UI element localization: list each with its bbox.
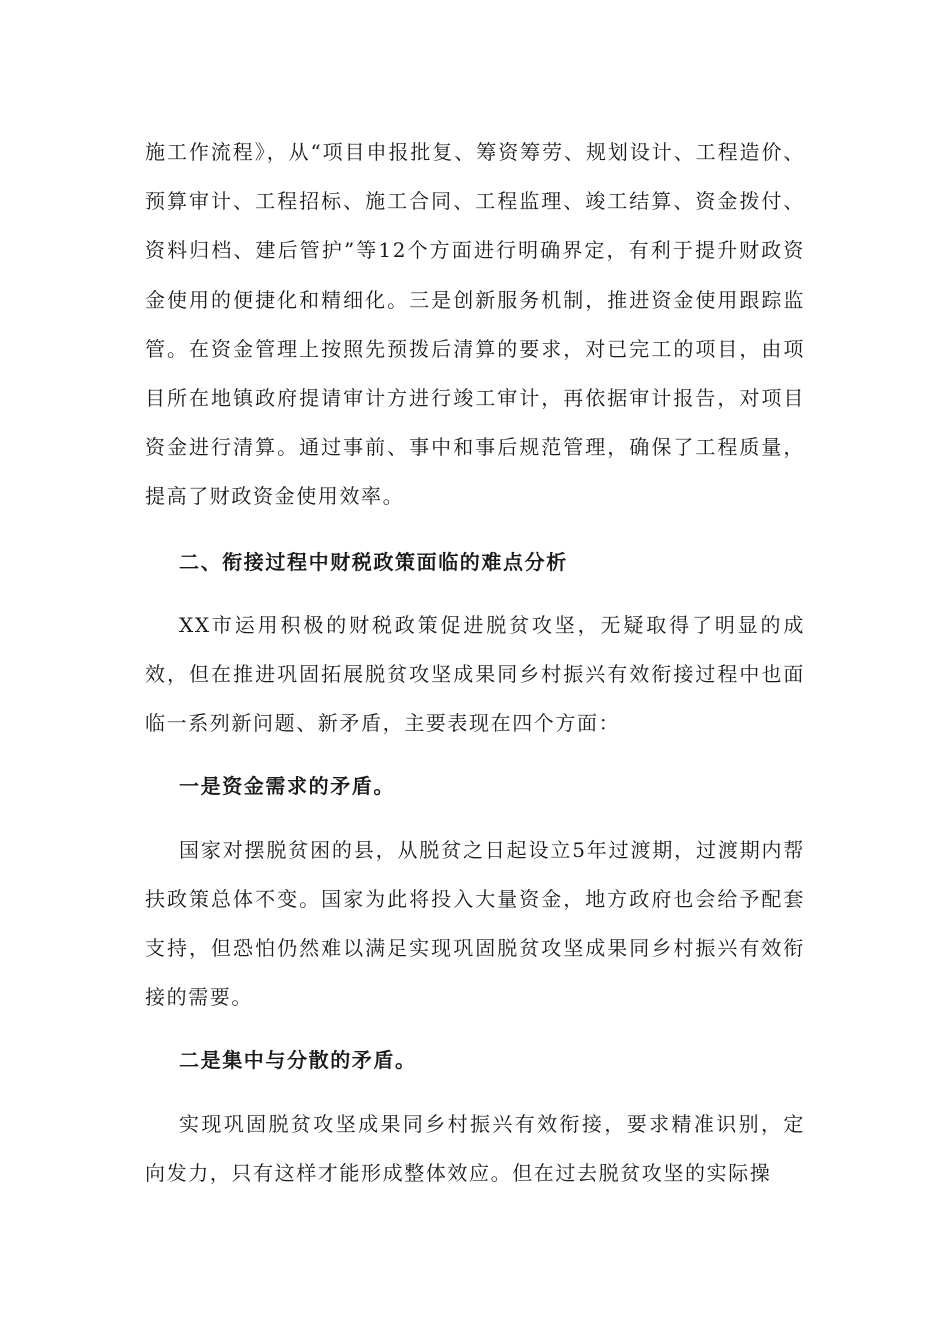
point1-paragraph: 国家对摆脱贫困的县，从脱贫之日起设立5年过渡期，过渡期内帮扶政策总体不变。国家为此将投入大量资金，地方政府也会给予配套支持，但恐怕仍然难以满足实现巩固脱贫攻坚成果同乡村振兴有效衔接的需要。 <box>145 837 805 1010</box>
document-body <box>145 128 805 1198</box>
section-intro-paragraph: XX市运用积极的财税政策促进脱贫攻坚，无疑取得了明显的成效，但在推进巩固拓展脱贫攻坚成果同乡村振兴有效衔接过程中也面临一系列新问题、新矛盾，主要表现在四个方面： <box>145 612 805 736</box>
point1-heading: 一是资金需求的矛盾。 <box>179 774 395 799</box>
paragraph-continued: 施工作流程》，从“项目申报批复、筹资筹劳、规划设计、工程造价、预算审计、工程招标、施工合同、工程监理、竣工结算、资金拨付、资料归档、建后管护”等12个方面进行明确界定，有利于提升财政资金使用的便捷化和精细化。三是创新服务机制，推进资金使用跟踪监管。在资金管理上按照先预拨后清算的要求，对已完工的项目，由项目所在地镇政府提请审计方进行竣工审计，再依据审计报告，对项目资金进行清算。通过事前、事中和事后规范管理，确保了工程质量，提高了财政资金使用效率。 <box>145 140 805 509</box>
point2-paragraph: 实现巩固脱贫攻坚成果同乡村振兴有效衔接，要求精准识别，定向发力，只有这样才能形成整体效应。但在过去脱贫攻坚的实际操 <box>145 1111 805 1185</box>
section-heading: 二、衔接过程中财税政策面临的难点分析 <box>179 549 568 574</box>
point2-heading: 二是集中与分散的矛盾。 <box>179 1048 417 1073</box>
